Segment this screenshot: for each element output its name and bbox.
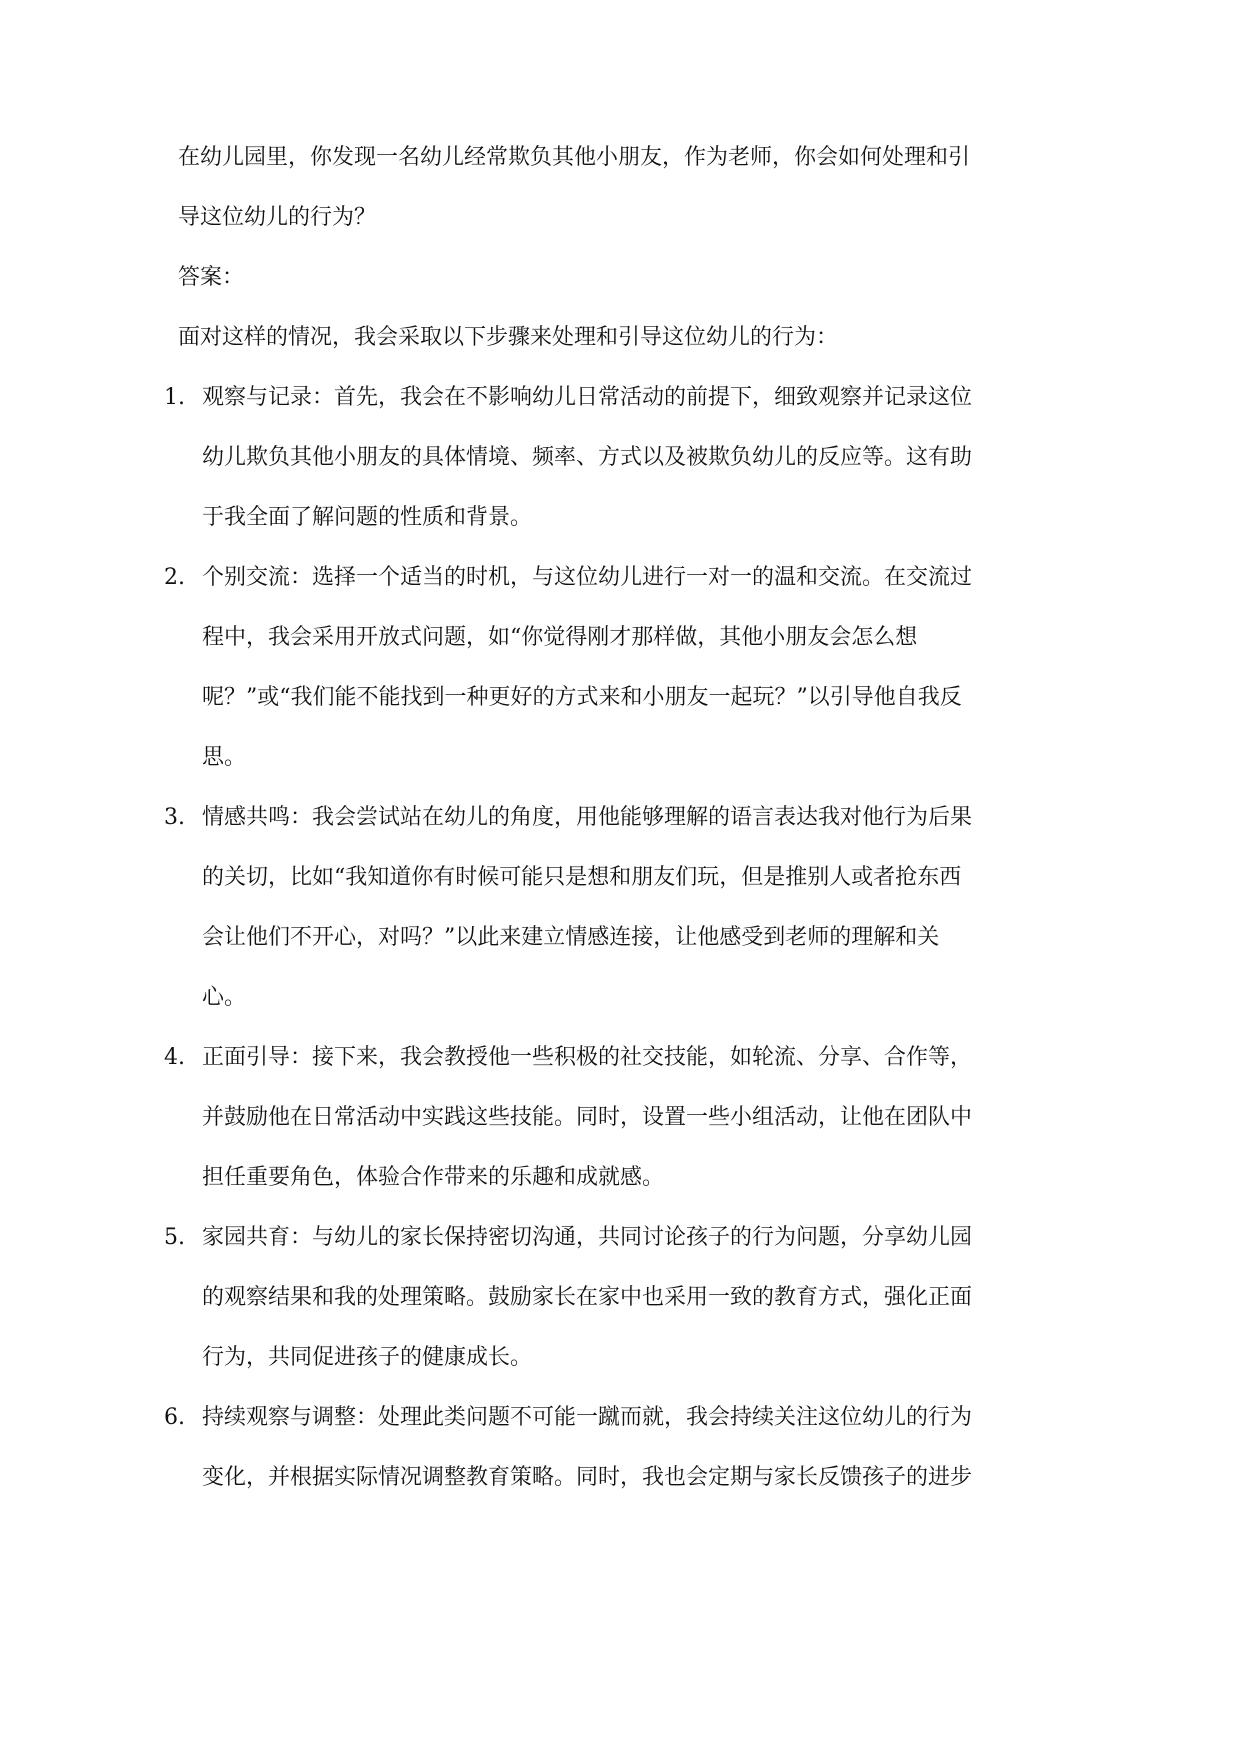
steps-list — [164, 368, 978, 1508]
step-text: 首先，我会在不影响幼儿日常活动的前提下，细致观察并记录这位幼儿欺负其他小朋友的具体情境、频率、方式以及被欺负幼儿的反应等。这有助于我全面了解问题的性质和背景。 — [202, 385, 973, 530]
list-item — [164, 788, 978, 1028]
list-item — [164, 368, 978, 548]
list-item — [164, 1388, 978, 1508]
step-title: 情感共鸣： — [202, 805, 313, 830]
step-body — [202, 788, 978, 1028]
step-number: 4. — [164, 1045, 185, 1070]
step-number: 2. — [164, 565, 185, 590]
step-body — [202, 1028, 978, 1208]
step-title: 家园共育： — [202, 1225, 313, 1250]
step-body — [202, 368, 978, 548]
step-text: 处理此类问题不可能一蹴而就，我会持续关注这位幼儿的行为变化，并根据实际情况调整教育策略。同时，我也会定期与家长反馈孩子的进步 — [202, 1405, 973, 1490]
step-text: 选择一个适当的时机，与这位幼儿进行一对一的温和交流。在交流过程中，我会采用开放式问题，如“你觉得刚才那样做，其他小朋友会怎么想呢？”或“我们能不能找到一种更好的方式来和小朋友一起玩？”以引导他自我反思。 — [202, 565, 973, 770]
step-number: 6. — [164, 1405, 185, 1430]
question-text: 在幼儿园里，你发现一名幼儿经常欺负其他小朋友，作为老师，你会如何处理和引导这位幼儿的行为？ — [178, 145, 971, 230]
step-title: 观察与记录： — [202, 385, 335, 410]
step-number: 1. — [164, 385, 185, 410]
step-title: 个别交流： — [202, 565, 313, 590]
step-text: 与幼儿的家长保持密切沟通，共同讨论孩子的行为问题，分享幼儿园的观察结果和我的处理策略。鼓励家长在家中也采用一致的教育方式，强化正面行为，共同促进孩子的健康成长。 — [202, 1225, 973, 1370]
step-number: 5. — [164, 1225, 185, 1250]
intro-text: 面对这样的情况，我会采取以下步骤来处理和引导这位幼儿的行为： — [178, 325, 839, 350]
step-title: 正面引导： — [202, 1045, 313, 1070]
list-item — [164, 1208, 978, 1388]
step-number: 3. — [164, 805, 185, 830]
step-text: 我会尝试站在幼儿的角度，用他能够理解的语言表达我对他行为后果的关切，比如“我知道你有时候可能只是想和朋友们玩，但是推别人或者抢东西会让他们不开心，对吗？”以此来建立情感连接，让他感受到老师的理解和关心。 — [202, 805, 973, 1010]
list-item — [164, 1028, 978, 1208]
document-content — [164, 128, 978, 1508]
step-title: 持续观察与调整： — [202, 1405, 379, 1430]
step-body — [202, 548, 978, 788]
answer-label: 答案： — [178, 265, 245, 290]
list-item — [164, 548, 978, 788]
step-text: 接下来，我会教授他一些积极的社交技能，如轮流、分享、合作等，并鼓励他在日常活动中实践这些技能。同时，设置一些小组活动，让他在团队中担任重要角色，体验合作带来的乐趣和成就感。 — [202, 1045, 973, 1190]
step-body — [202, 1208, 978, 1388]
step-body — [202, 1388, 978, 1508]
